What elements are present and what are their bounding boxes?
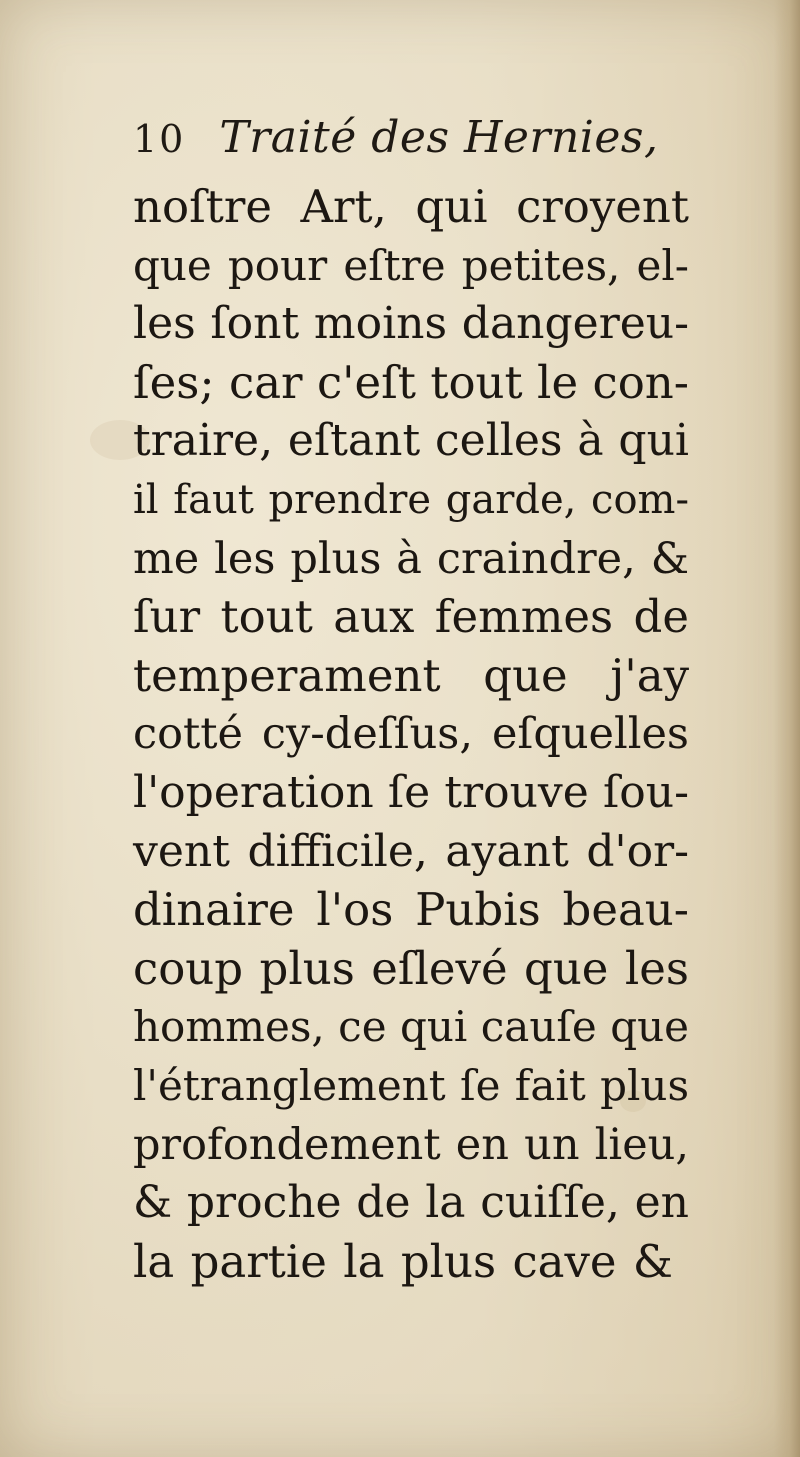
- text-line: & proche de la cuiſſe, en: [133, 1177, 689, 1229]
- text-line: cotté cy-deſſus, eſquelles: [133, 709, 689, 760]
- text-line: me les plus à craindre, &: [133, 533, 689, 584]
- text-line: les ſont moins dangereu-: [133, 298, 689, 350]
- text-line: noſtre Art, qui croyent: [133, 180, 689, 233]
- text-line: hommes, ce qui cauſe que: [133, 1002, 689, 1052]
- page-edge-shadow: [774, 0, 800, 1457]
- text-line: il faut prendre garde, com-: [133, 476, 689, 523]
- text-line: l'étranglement ſe fait plus: [133, 1060, 689, 1110]
- page-number: 10: [133, 117, 186, 161]
- body-text: [133, 178, 689, 1291]
- text-line: ſur tout aux femmes de: [133, 590, 689, 644]
- text-line: la partie la plus cave &: [133, 1234, 673, 1288]
- text-line: dinaire l'os Pubis beau-: [133, 883, 689, 937]
- text-line: que pour eſtre petites, el-: [133, 240, 689, 290]
- text-line: temperament que j'ay: [133, 648, 689, 702]
- text-line: ſes; car c'eſt tout le con-: [133, 355, 689, 409]
- running-head-title: Traité des Hernies,: [219, 112, 659, 163]
- text-line: l'operation ſe trouve ſou-: [133, 766, 689, 818]
- text-line: traire, eſtant celles à qui: [133, 415, 689, 467]
- running-head: [133, 112, 658, 172]
- text-line: vent difficile, ayant d'or-: [133, 825, 689, 877]
- text-line: profondement en un lieu,: [133, 1119, 689, 1170]
- text-line: coup plus eſlevé que les: [133, 941, 689, 995]
